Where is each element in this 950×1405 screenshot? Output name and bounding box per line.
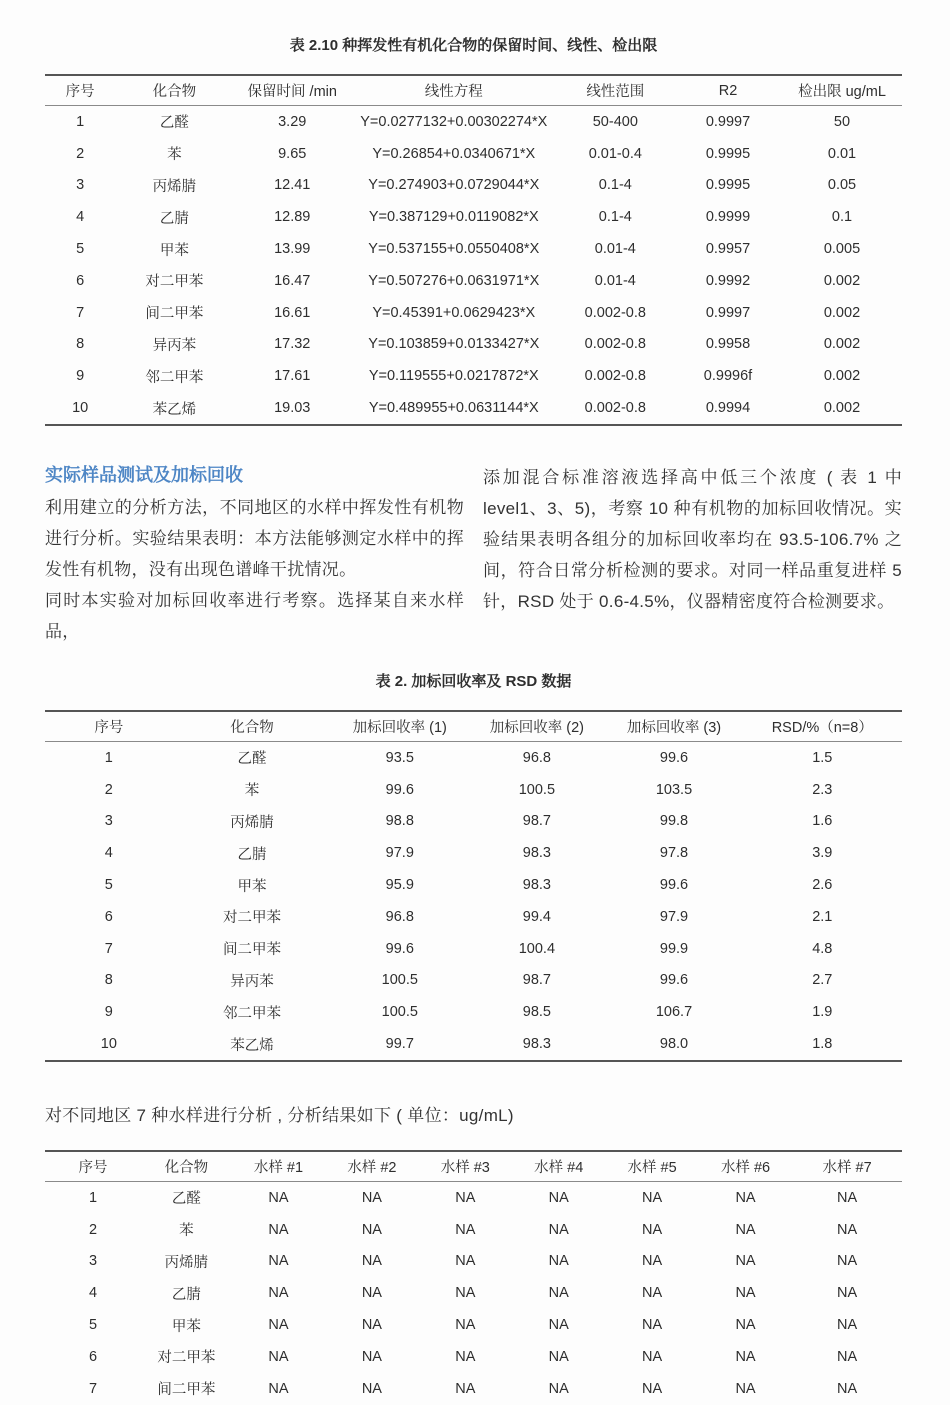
table-cell: 0.9995 bbox=[705, 177, 751, 194]
table-cell: 对二甲苯 bbox=[222, 910, 281, 927]
table-cell: 4 bbox=[104, 845, 113, 862]
column-header: 加标回收率 (1) bbox=[331, 711, 468, 742]
column-header: 序号 bbox=[45, 1151, 141, 1182]
table-cell: 16.47 bbox=[274, 272, 311, 289]
table-cell: 邻二甲苯 bbox=[222, 1005, 281, 1022]
column-header: R2 bbox=[674, 75, 782, 106]
table-cell: NA bbox=[548, 1189, 569, 1206]
column-header: RSD/%（n=8） bbox=[743, 711, 902, 742]
table-cell: 99.6 bbox=[385, 781, 414, 798]
table2-caption: 表 2. 加标回收率及 RSD 数据 bbox=[375, 672, 572, 690]
table-cell: 99.6 bbox=[659, 877, 689, 894]
table-cell: NA bbox=[837, 1285, 858, 1302]
left-text-column bbox=[45, 462, 464, 647]
table-cell: 50-400 bbox=[592, 113, 638, 130]
table-cell: 3 bbox=[88, 1253, 98, 1270]
table-cell: NA bbox=[361, 1253, 382, 1270]
table-cell: 3.9 bbox=[812, 845, 833, 862]
table-cell: NA bbox=[361, 1380, 382, 1397]
table-cell: NA bbox=[642, 1221, 663, 1238]
table-cell: NA bbox=[642, 1380, 663, 1397]
column-header: 检出限 ug/mL bbox=[782, 75, 902, 106]
table-cell: 95.9 bbox=[385, 877, 414, 894]
table-cell: 100.5 bbox=[381, 1004, 418, 1021]
table-cell: 0.005 bbox=[823, 241, 861, 258]
table-cell: NA bbox=[548, 1253, 569, 1270]
table-cell: Y=0.274903+0.0729044*X bbox=[368, 177, 540, 194]
table-cell: Y=0.45391+0.0629423*X bbox=[372, 304, 536, 321]
table-cell: 1.6 bbox=[812, 813, 833, 830]
table-cell: 0.9958 bbox=[705, 336, 751, 353]
table-cell: NA bbox=[268, 1380, 289, 1397]
table-cell: NA bbox=[361, 1285, 382, 1302]
table-cell: 0.1-4 bbox=[598, 177, 632, 194]
water-samples-intro: 对不同地区 7 种水样进行分析 , 分析结果如下 ( 单位：ug/mL) bbox=[45, 1105, 514, 1125]
table-cell: 1.5 bbox=[812, 749, 833, 766]
table-cell: 97.9 bbox=[659, 908, 689, 925]
table-row bbox=[45, 265, 902, 297]
table-cell: 19.03 bbox=[274, 400, 311, 417]
table-cell: 3 bbox=[76, 177, 85, 194]
table-cell: NA bbox=[735, 1380, 756, 1397]
table-row bbox=[45, 1373, 902, 1405]
table-cell: 乙腈 bbox=[171, 1286, 201, 1303]
table-cell: NA bbox=[735, 1253, 756, 1270]
table-cell: 3.29 bbox=[278, 113, 307, 130]
table-cell: 0.002 bbox=[823, 272, 861, 289]
table-cell: 0.9994 bbox=[705, 400, 751, 417]
table-cell: 对二甲苯 bbox=[145, 274, 204, 291]
table-row bbox=[45, 201, 902, 233]
table-row bbox=[45, 1181, 902, 1213]
table-cell: NA bbox=[837, 1221, 858, 1238]
table-cell: 甲苯 bbox=[171, 1318, 201, 1335]
table-cell: 间二甲苯 bbox=[157, 1382, 216, 1399]
table-cell: 0.9957 bbox=[705, 241, 751, 258]
recovery-rsd-table bbox=[45, 710, 902, 1062]
table-cell: 0.002 bbox=[823, 336, 861, 353]
table-cell: 98.3 bbox=[522, 877, 551, 894]
table-cell: 6 bbox=[104, 908, 113, 925]
table-row bbox=[45, 360, 902, 392]
table-row bbox=[45, 106, 902, 138]
section-heading: 实际样品测试及加标回收 bbox=[45, 464, 243, 485]
table3-header-row bbox=[45, 1151, 902, 1182]
table-cell: 93.5 bbox=[385, 749, 414, 766]
column-header: 保留时间 /min bbox=[234, 75, 351, 106]
table-cell: 苯 bbox=[179, 1223, 194, 1240]
table-row bbox=[45, 329, 902, 361]
table-cell: NA bbox=[361, 1221, 382, 1238]
table-cell: NA bbox=[735, 1317, 756, 1334]
table-cell: 0.01 bbox=[827, 145, 857, 162]
column-header: 水样 #3 bbox=[419, 1151, 512, 1182]
table-row bbox=[45, 1246, 902, 1278]
table-cell: 100.5 bbox=[518, 781, 556, 798]
table-row bbox=[45, 901, 902, 933]
table-cell: NA bbox=[837, 1348, 858, 1365]
table-cell: 99.6 bbox=[385, 940, 414, 957]
table-cell: 0.01-0.4 bbox=[588, 145, 642, 162]
table-cell: NA bbox=[455, 1221, 476, 1238]
table-cell: NA bbox=[268, 1189, 289, 1206]
table-cell: 0.01-4 bbox=[594, 272, 636, 289]
table-row bbox=[45, 1277, 902, 1309]
table-cell: 异丙苯 bbox=[230, 973, 274, 990]
table2-header-row bbox=[45, 711, 902, 742]
table-cell: 98.7 bbox=[522, 972, 551, 989]
table-row bbox=[45, 774, 902, 806]
table-row bbox=[45, 138, 902, 170]
table3-body bbox=[45, 1181, 902, 1404]
table-cell: 96.8 bbox=[522, 749, 551, 766]
table-cell: 0.9995 bbox=[705, 145, 751, 162]
column-header: 化合物 bbox=[115, 75, 233, 106]
table-cell: 8 bbox=[104, 972, 113, 989]
table-cell: 0.002-0.8 bbox=[584, 400, 646, 417]
table-cell: NA bbox=[455, 1189, 476, 1206]
table-cell: 1 bbox=[76, 113, 85, 130]
table-cell: NA bbox=[548, 1285, 569, 1302]
table-row bbox=[45, 170, 902, 202]
table-cell: 99.9 bbox=[659, 940, 689, 957]
table-cell: NA bbox=[642, 1285, 663, 1302]
table-cell: NA bbox=[642, 1253, 663, 1270]
table-cell: 0.002-0.8 bbox=[584, 368, 646, 385]
table-cell: 4 bbox=[88, 1285, 98, 1302]
table-cell: 8 bbox=[76, 336, 85, 353]
table-cell: 12.41 bbox=[274, 177, 311, 194]
column-header: 水样 #5 bbox=[605, 1151, 698, 1182]
table-cell: NA bbox=[837, 1253, 858, 1270]
water-samples-table-wrap bbox=[45, 1150, 902, 1405]
table-cell: NA bbox=[837, 1317, 858, 1334]
column-header: 加标回收率 (2) bbox=[468, 711, 605, 742]
table-row bbox=[45, 392, 902, 425]
table-cell: Y=0.0277132+0.00302274*X bbox=[360, 113, 548, 130]
table-cell: 5 bbox=[88, 1317, 98, 1334]
table-cell: 100.5 bbox=[381, 972, 418, 989]
table-cell: 间二甲苯 bbox=[222, 942, 281, 959]
table-cell: 乙醛 bbox=[237, 751, 267, 768]
table-row bbox=[45, 837, 902, 869]
table-cell: Y=0.119555+0.0217872*X bbox=[368, 368, 539, 385]
table-cell: NA bbox=[735, 1221, 756, 1238]
table-cell: Y=0.489955+0.0631144*X bbox=[368, 400, 539, 417]
table-cell: 12.89 bbox=[274, 209, 311, 226]
table-cell: 9 bbox=[76, 368, 85, 385]
table-cell: 16.61 bbox=[274, 304, 311, 321]
table-cell: 0.002-0.8 bbox=[584, 304, 646, 321]
table-cell: 异丙苯 bbox=[152, 337, 197, 354]
table-cell: 96.8 bbox=[385, 908, 414, 925]
two-column-text-section bbox=[45, 462, 902, 647]
table-cell: 103.5 bbox=[655, 781, 693, 798]
table-cell: 97.9 bbox=[385, 845, 414, 862]
column-header: 线性方程 bbox=[351, 75, 557, 106]
table-cell: 1.8 bbox=[812, 1036, 833, 1053]
column-header: 线性范围 bbox=[557, 75, 674, 106]
column-header: 水样 #7 bbox=[792, 1151, 902, 1182]
table-cell: 3 bbox=[104, 813, 113, 830]
column-header: 序号 bbox=[45, 75, 115, 106]
table-cell: 10 bbox=[72, 400, 89, 417]
table-cell: NA bbox=[361, 1189, 382, 1206]
table-cell: 7 bbox=[104, 940, 113, 957]
table-cell: 106.7 bbox=[655, 1004, 693, 1021]
table1-header-row bbox=[45, 75, 902, 106]
table-row bbox=[45, 297, 902, 329]
table-cell: NA bbox=[642, 1317, 663, 1334]
table-cell: 99.4 bbox=[522, 908, 551, 925]
table-cell: 1 bbox=[88, 1189, 98, 1206]
table-cell: NA bbox=[548, 1380, 569, 1397]
table-cell: 17.32 bbox=[274, 336, 311, 353]
column-header: 水样 #4 bbox=[512, 1151, 605, 1182]
table-row bbox=[45, 1309, 902, 1341]
column-header: 加标回收率 (3) bbox=[605, 711, 742, 742]
table-cell: 98.8 bbox=[385, 813, 414, 830]
table-cell: NA bbox=[268, 1253, 289, 1270]
column-header: 化合物 bbox=[173, 711, 332, 742]
table-cell: NA bbox=[735, 1285, 756, 1302]
table-cell: 5 bbox=[76, 241, 85, 258]
table-cell: 99.7 bbox=[385, 1036, 414, 1053]
table-cell: 丙烯腈 bbox=[230, 814, 274, 831]
table-cell: NA bbox=[642, 1348, 663, 1365]
table-cell: 1 bbox=[104, 749, 113, 766]
table-row bbox=[45, 869, 902, 901]
table-cell: NA bbox=[837, 1380, 858, 1397]
table-row bbox=[45, 933, 902, 965]
table-cell: NA bbox=[455, 1317, 476, 1334]
table-cell: 98.7 bbox=[522, 813, 551, 830]
table-cell: NA bbox=[268, 1348, 289, 1365]
table-cell: 苯 bbox=[167, 147, 182, 164]
table-cell: 0.002 bbox=[823, 304, 861, 321]
water-samples-table bbox=[45, 1150, 902, 1405]
table-cell: 邻二甲苯 bbox=[145, 369, 204, 386]
table-cell: 98.3 bbox=[522, 845, 551, 862]
table-cell: 10 bbox=[100, 1036, 117, 1053]
table-cell: 13.99 bbox=[274, 241, 311, 258]
table-cell: 6 bbox=[76, 272, 85, 289]
table-cell: 98.3 bbox=[522, 1036, 551, 1053]
table-cell: 0.9997 bbox=[705, 113, 751, 130]
table-cell: 苯 bbox=[244, 783, 260, 800]
table-cell: 0.9996f bbox=[703, 368, 753, 385]
table-cell: 98.0 bbox=[659, 1036, 689, 1053]
table1-body bbox=[45, 106, 902, 425]
table-row bbox=[45, 1214, 902, 1246]
table-cell: NA bbox=[455, 1380, 476, 1397]
voc-linearity-table bbox=[45, 74, 902, 426]
table-row bbox=[45, 741, 902, 773]
table-cell: NA bbox=[837, 1189, 858, 1206]
table-cell: 2.3 bbox=[812, 781, 833, 798]
table-cell: Y=0.507276+0.0631971*X bbox=[368, 272, 540, 289]
table-cell: 乙醛 bbox=[159, 115, 189, 132]
table-cell: 99.8 bbox=[659, 813, 689, 830]
table1-caption: 表 2.10 种挥发性有机化合物的保留时间、线性、检出限 bbox=[289, 37, 658, 54]
table-row bbox=[45, 965, 902, 997]
table-cell: 甲苯 bbox=[159, 242, 189, 259]
table-cell: 4.8 bbox=[812, 940, 833, 957]
table2-body bbox=[45, 741, 902, 1060]
table-cell: 0.9997 bbox=[705, 304, 751, 321]
table-cell: 0.1 bbox=[831, 209, 853, 226]
table-cell: 0.002-0.8 bbox=[584, 336, 646, 353]
table-cell: 0.01-4 bbox=[594, 241, 636, 258]
right-text-column bbox=[483, 462, 902, 647]
table-cell: 4 bbox=[76, 209, 85, 226]
table-cell: 7 bbox=[76, 304, 85, 321]
table-cell: NA bbox=[548, 1221, 569, 1238]
table-cell: 间二甲苯 bbox=[145, 306, 204, 323]
table-cell: 0.05 bbox=[827, 177, 857, 194]
table-cell: NA bbox=[455, 1253, 476, 1270]
table-cell: 0.9999 bbox=[705, 209, 751, 226]
table-cell: NA bbox=[268, 1285, 289, 1302]
table-cell: 乙腈 bbox=[159, 210, 189, 227]
table-cell: NA bbox=[548, 1317, 569, 1334]
table-cell: 6 bbox=[88, 1348, 98, 1365]
table-cell: Y=0.103859+0.0133427*X bbox=[368, 336, 540, 353]
table-row bbox=[45, 806, 902, 838]
left-paragraph-2: 同时本实验对加标回收率进行考察。选择某自来水样品， bbox=[45, 590, 464, 641]
column-header: 序号 bbox=[45, 711, 173, 742]
table-cell: 2 bbox=[76, 145, 85, 162]
table-cell: NA bbox=[735, 1189, 756, 1206]
table-cell: 0.9992 bbox=[705, 272, 751, 289]
table-row bbox=[45, 1028, 902, 1061]
table-cell: 丙烯腈 bbox=[164, 1254, 209, 1271]
table-cell: 丙烯腈 bbox=[152, 178, 197, 195]
table-cell: 2.7 bbox=[812, 972, 833, 989]
table-cell: 0.1-4 bbox=[598, 209, 632, 226]
table-row bbox=[45, 1341, 902, 1373]
table-cell: 苯乙烯 bbox=[230, 1037, 274, 1054]
table-row bbox=[45, 233, 902, 265]
table-cell: Y=0.387129+0.0119082*X bbox=[368, 209, 539, 226]
table-row bbox=[45, 996, 902, 1028]
table-cell: 1.9 bbox=[812, 1004, 833, 1021]
table-cell: NA bbox=[548, 1348, 569, 1365]
table-cell: NA bbox=[268, 1317, 289, 1334]
table-cell: Y=0.26854+0.0340671*X bbox=[372, 145, 536, 162]
table-cell: 甲苯 bbox=[237, 878, 267, 895]
column-header: 水样 #2 bbox=[325, 1151, 418, 1182]
left-paragraph-1: 利用建立的分析方法，不同地区的水样中挥发性有机物进行分析。实验结果表明：本方法能够测定水样中的挥发性有机物，没有出现色谱峰干扰情况。 bbox=[45, 497, 464, 579]
table-cell: 2 bbox=[104, 781, 113, 798]
table-cell: 9.65 bbox=[278, 145, 307, 162]
table-cell: 50 bbox=[833, 113, 851, 130]
table-cell: 98.5 bbox=[522, 1004, 551, 1021]
table-cell: 97.8 bbox=[659, 845, 689, 862]
right-paragraph: 添加混合标准溶液选择高中低三个浓度 ( 表 1 中 level1、3、5)，考察 10 种有机物的加标回收情况。实验结果表明各组分的加标回收率均在 93.5-106.7% 之间，符合日常分析检测的要求。对同一样品重复进样 5 针，RSD 处于 0.6-4.5%，仪器精密度符合检测要求。 bbox=[483, 467, 902, 611]
table-cell: 苯乙烯 bbox=[152, 401, 197, 418]
table-cell: NA bbox=[455, 1348, 476, 1365]
table-cell: 0.002 bbox=[823, 368, 861, 385]
table-cell: 2 bbox=[88, 1221, 98, 1238]
column-header: 水样 #1 bbox=[232, 1151, 325, 1182]
table-cell: 2.6 bbox=[812, 877, 833, 894]
table-cell: 99.6 bbox=[659, 972, 689, 989]
table-cell: NA bbox=[268, 1221, 289, 1238]
column-header: 水样 #6 bbox=[699, 1151, 792, 1182]
table-cell: NA bbox=[455, 1285, 476, 1302]
table-cell: 对二甲苯 bbox=[157, 1350, 216, 1367]
table-cell: 乙醛 bbox=[171, 1191, 201, 1208]
table-cell: NA bbox=[361, 1317, 382, 1334]
table-cell: 17.61 bbox=[274, 368, 311, 385]
table-cell: 7 bbox=[88, 1380, 98, 1397]
table-cell: NA bbox=[735, 1348, 756, 1365]
table-cell: 99.6 bbox=[659, 749, 689, 766]
table-cell: NA bbox=[361, 1348, 382, 1365]
table-cell: NA bbox=[642, 1189, 663, 1206]
table-cell: 0.002 bbox=[823, 400, 861, 417]
table-cell: 5 bbox=[104, 877, 113, 894]
table-cell: 100.4 bbox=[518, 940, 556, 957]
column-header: 化合物 bbox=[141, 1151, 232, 1182]
table-cell: 乙腈 bbox=[237, 846, 267, 863]
table-cell: 9 bbox=[104, 1004, 113, 1021]
table-cell: 2.1 bbox=[812, 908, 833, 925]
table-cell: Y=0.537155+0.0550408*X bbox=[368, 241, 540, 258]
